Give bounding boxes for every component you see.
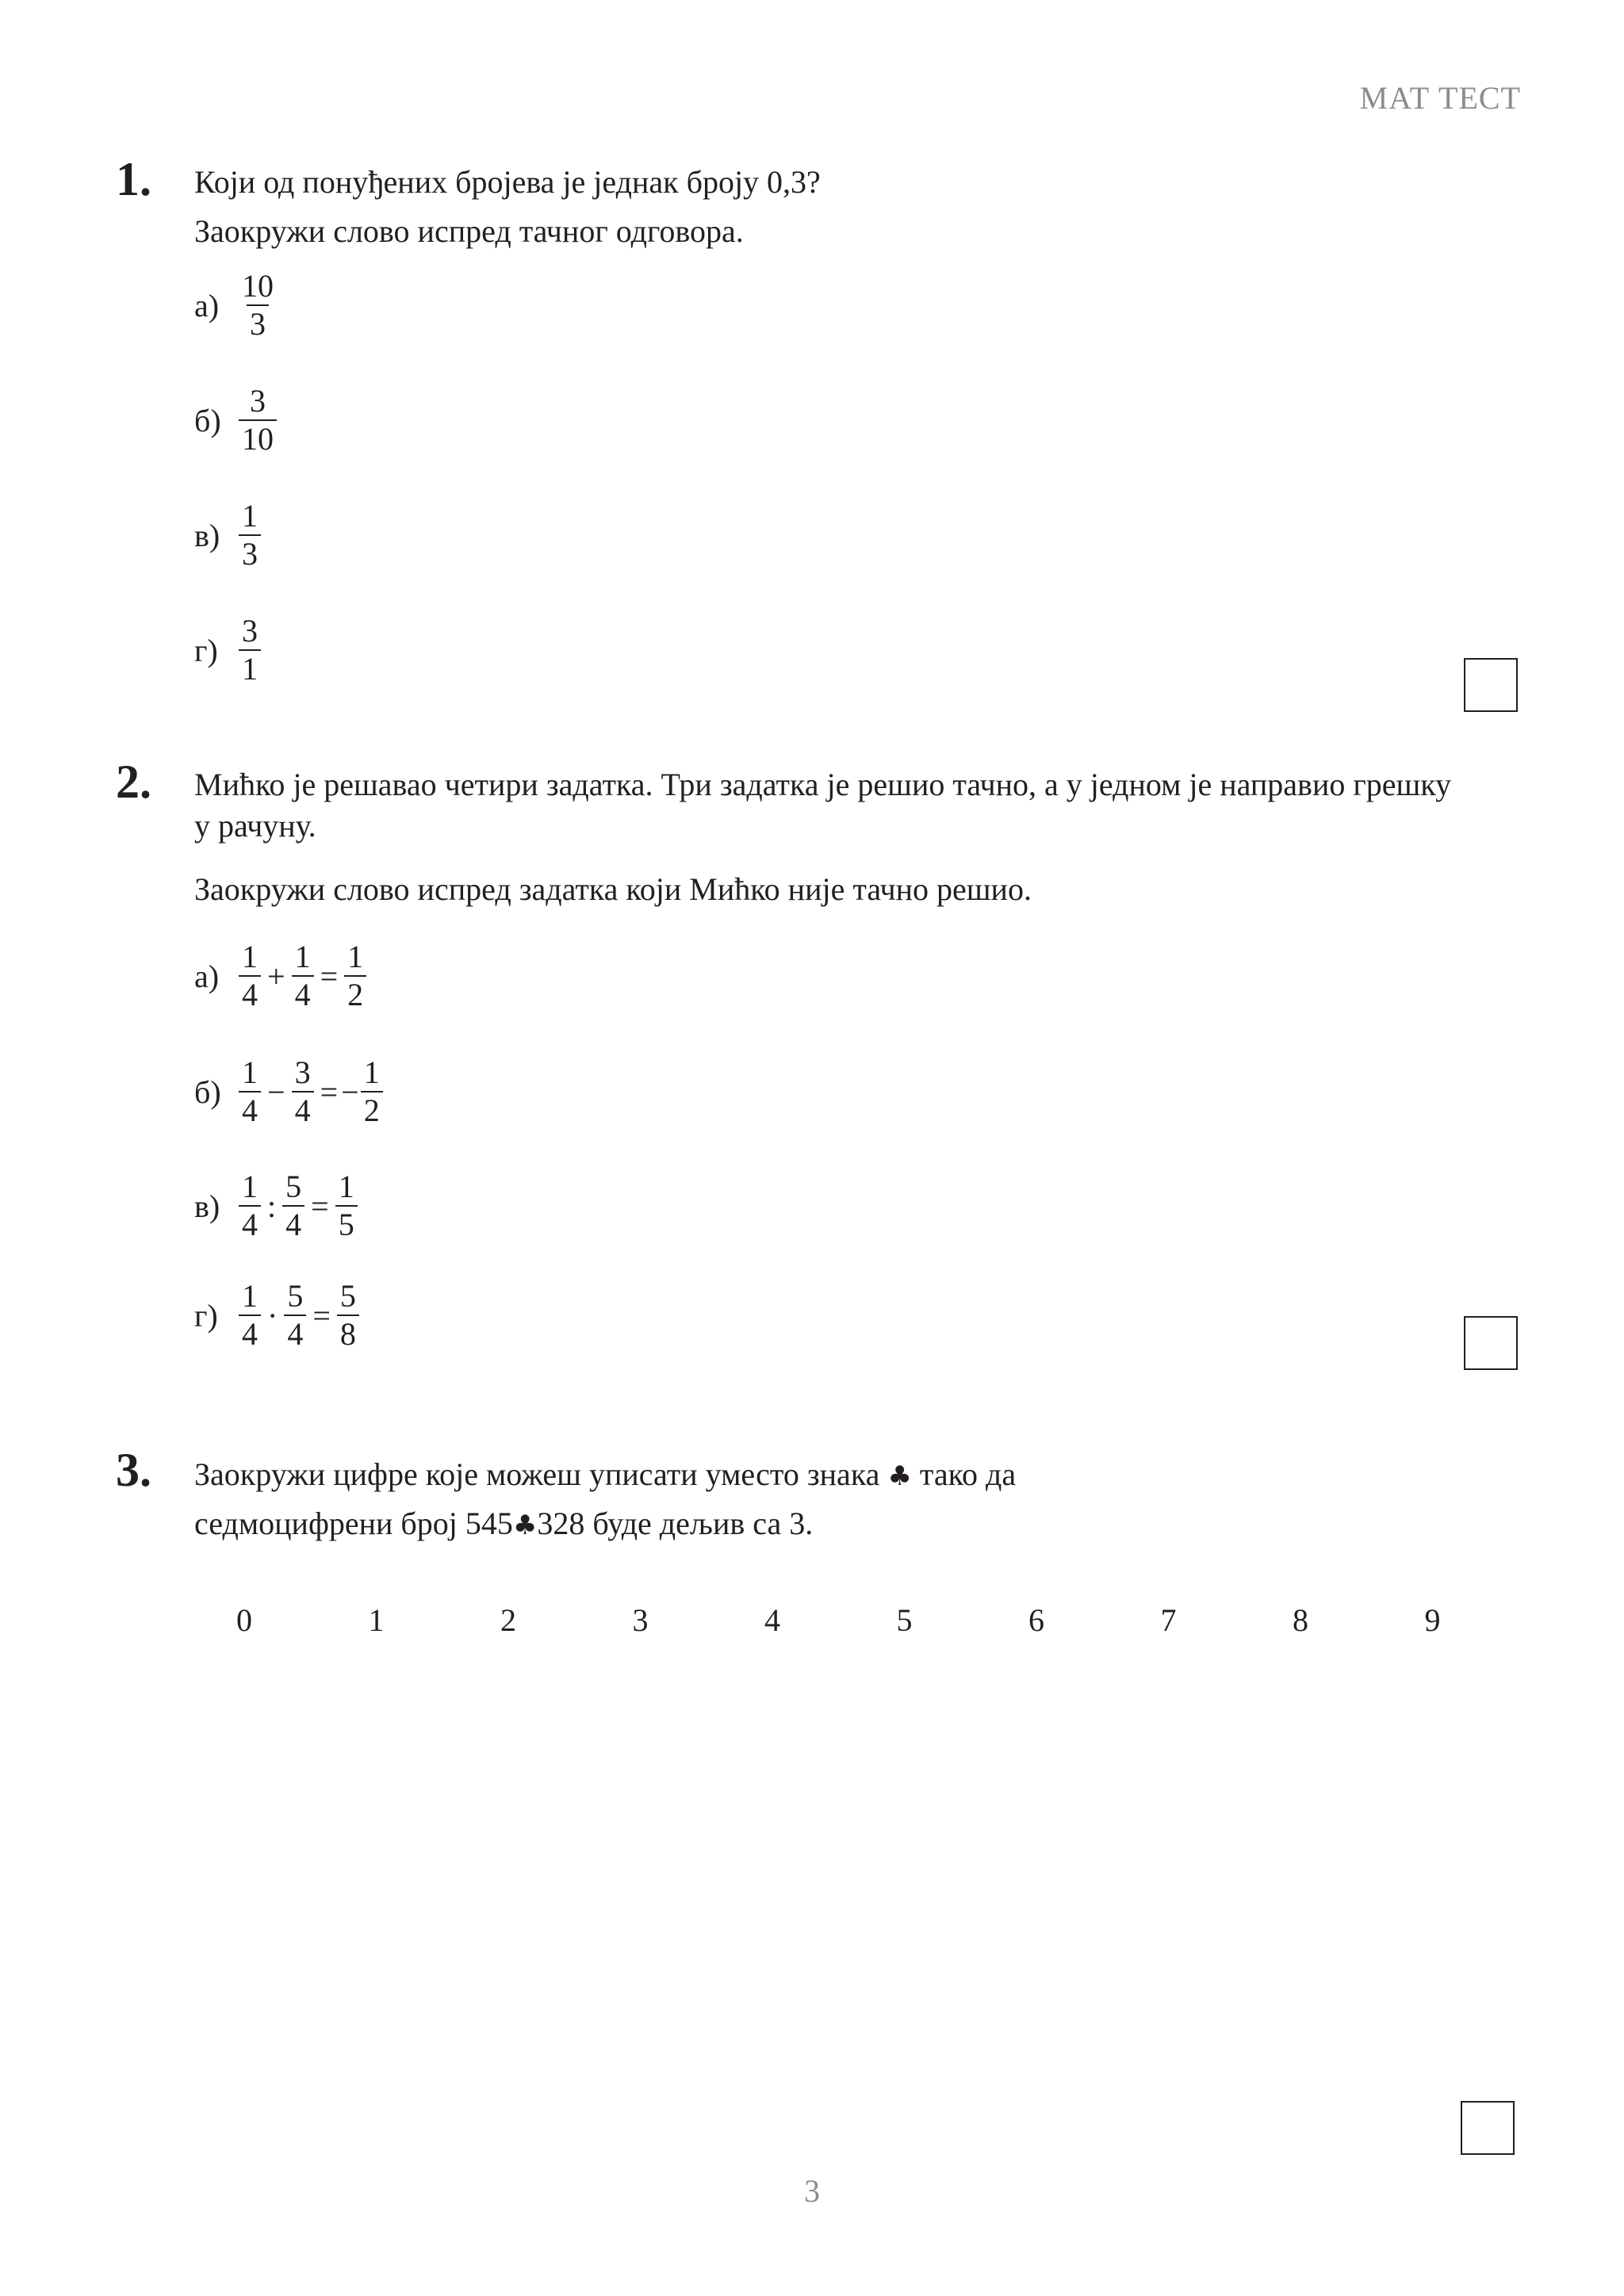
operator: + — [267, 958, 285, 994]
q3-score-box[interactable] — [1461, 2101, 1515, 2155]
option-label: г) — [194, 632, 218, 668]
option-label: а) — [194, 287, 220, 323]
q1-option-b[interactable] — [194, 377, 282, 464]
digit-9[interactable]: 9 — [1424, 1602, 1441, 1638]
fraction: $\frac{1}{2}$ — [361, 1054, 383, 1129]
operator: − — [267, 1073, 285, 1110]
fraction: $\frac{1}{4}$ — [239, 939, 261, 1013]
question-2-text: Мићко је решавао четири задатка. Три задатка је решио тачно, а у једном је направио грешку — [194, 767, 1452, 802]
club-icon: ♣ — [887, 1460, 912, 1492]
fraction: $\frac{1}{4}$ — [239, 1278, 261, 1353]
q1-option-d[interactable] — [194, 607, 266, 694]
page-number: 3 — [804, 2173, 820, 2209]
fraction: $\frac{3}{4}$ — [292, 1054, 314, 1129]
digit-5[interactable]: 5 — [896, 1602, 913, 1638]
option-label: г) — [194, 1297, 218, 1334]
option-label: б) — [194, 1073, 221, 1110]
digit-6[interactable]: 6 — [1028, 1602, 1044, 1638]
fraction: $\frac{1}{4}$ — [292, 939, 314, 1013]
digit-choices — [236, 1601, 1557, 1639]
equals: = — [320, 958, 339, 994]
fraction: $\frac{10}{3}$ — [242, 268, 274, 342]
option-label: в) — [194, 1188, 220, 1224]
question-2-text-cont: у рачуну. — [194, 808, 316, 844]
fraction: $\frac{1}{4}$ — [239, 1169, 261, 1243]
q1-score-box[interactable] — [1464, 658, 1518, 712]
equals: = — [320, 1073, 339, 1110]
fraction: $\frac{5}{4}$ — [284, 1278, 306, 1353]
digit-4[interactable]: 4 — [764, 1602, 780, 1638]
question-3-text: Заокружи цифре које можеш уписати уместо знака ♣ тако да — [194, 1456, 1017, 1492]
option-label: а) — [194, 958, 220, 994]
q2-option-c[interactable] — [194, 1162, 362, 1249]
digit-8[interactable]: 8 — [1293, 1602, 1308, 1638]
q1-option-a[interactable] — [194, 262, 282, 349]
fraction: $\frac{3}{1}$ — [239, 613, 261, 687]
fraction: $\frac{5}{4}$ — [282, 1169, 304, 1243]
q2-option-a[interactable] — [194, 932, 371, 1020]
digit-7[interactable]: 7 — [1160, 1602, 1177, 1638]
q2-option-d[interactable] — [194, 1272, 364, 1359]
digit-0[interactable]: 0 — [236, 1602, 252, 1638]
option-label: в) — [194, 517, 220, 553]
option-label: б) — [194, 402, 221, 438]
question-3-number: 3. — [116, 1444, 151, 1496]
fraction: $\frac{5}{8}$ — [337, 1278, 359, 1353]
club-icon: ♣ — [512, 1510, 538, 1541]
digit-2[interactable]: 2 — [500, 1602, 516, 1638]
digit-1[interactable]: 1 — [368, 1602, 385, 1638]
equals: = — [312, 1297, 331, 1334]
fraction: $\frac{1}{5}$ — [335, 1169, 358, 1243]
header-title: МАТ ТЕСТ — [1359, 80, 1521, 116]
digit-3[interactable]: 3 — [632, 1602, 649, 1638]
question-2-instruction: Заокружи слово испред задатка који Мићко није тачно решио. — [194, 871, 1032, 907]
fraction: $\frac{3}{10}$ — [239, 383, 277, 457]
fraction: $\frac{1}{3}$ — [239, 498, 261, 572]
negative-sign: − — [341, 1073, 359, 1110]
q1-option-c[interactable] — [194, 492, 266, 579]
q2-score-box[interactable] — [1464, 1316, 1518, 1370]
operator: : — [267, 1188, 277, 1224]
equals: = — [311, 1188, 329, 1224]
fraction: $\frac{1}{4}$ — [239, 1054, 261, 1129]
operator: · — [267, 1297, 278, 1334]
question-1-number: 1. — [116, 153, 151, 205]
question-1-text: Који од понуђених бројева је једнак броју 0,3? — [194, 164, 821, 200]
fraction: $\frac{1}{2}$ — [344, 939, 366, 1013]
question-3-text-cont: седмоцифрени број 545♣328 буде дељив са 3. — [194, 1506, 814, 1541]
question-2-number: 2. — [116, 756, 151, 808]
q2-option-b[interactable] — [194, 1048, 388, 1135]
question-1-instruction: Заокружи слово испред тачног одговора. — [194, 213, 744, 249]
